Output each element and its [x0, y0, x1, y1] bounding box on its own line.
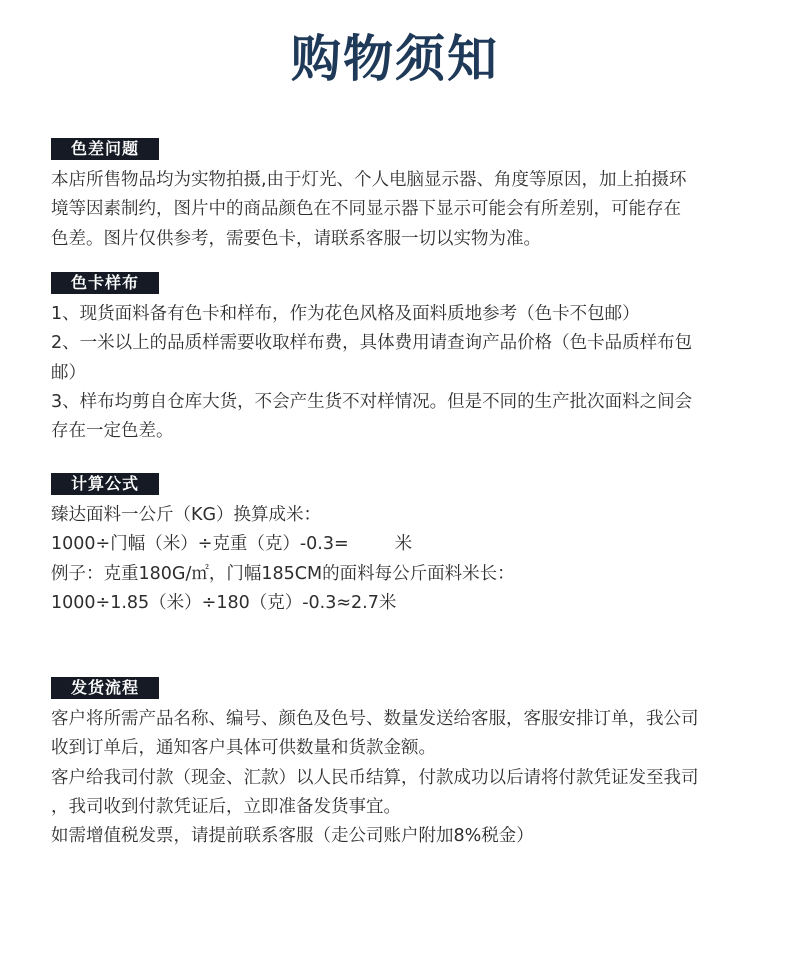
example-result: 1000÷1.85（米）÷180（克）-0.3≈2.7米 — [51, 592, 397, 613]
paragraph-line: 如需增值税发票，请提前联系客服（走公司账户附加8%税金） — [51, 826, 534, 847]
paragraph-line: 境等因素制约，图片中的商品颜色在不同显示器下显示可能会有所差别，可能存在 — [51, 199, 681, 220]
paragraph-line: 邮） — [51, 362, 86, 383]
paragraph-line: 2、一米以上的品质样需要收取样布费，具体费用请查询产品价格（色卡品质样布包 — [51, 333, 693, 354]
paragraph-line: 1、现货面料备有色卡和样布，作为花色风格及面料质地参考（色卡不包邮） — [51, 304, 640, 324]
paragraph-line: 本店所售物品均为实物拍摄,由于灯光、个人电脑显示器、角度等原因，加上拍摄环 — [51, 170, 687, 190]
section-color-difference — [51, 138, 751, 254]
paragraph-line: 收到订单后，通知客户具体可供数量和货款金额。 — [51, 738, 436, 759]
formula-heading: 臻达面料一公斤（KG）换算成米： — [51, 505, 322, 525]
paragraph-line: 色差。图片仅供参考，需要色卡，请联系客服一切以实物为准。 — [51, 228, 541, 249]
paragraph-line: ，我司收到付款凭证后，立即准备发货事宜。 — [51, 796, 401, 817]
section-label: 色差问题 — [51, 138, 159, 160]
section-calculation-formula — [51, 473, 751, 618]
section-shipping-process — [51, 677, 751, 851]
paragraph-line: 客户给我司付款（现金、汇款）以人民币结算，付款成功以后请将付款凭证发至我司 — [51, 767, 699, 788]
section-color-card-samples — [51, 272, 751, 446]
formula-unit: 米 — [394, 534, 413, 555]
section-label: 发货流程 — [51, 677, 159, 699]
section-label: 计算公式 — [51, 473, 159, 495]
section-label: 色卡样布 — [51, 272, 159, 294]
paragraph-line: 存在一定色差。 — [51, 421, 174, 442]
formula-expression: 1000÷门幅（米）÷克重（克）-0.3= — [51, 534, 349, 555]
page-title: 购物须知 — [291, 30, 499, 88]
paragraph-line: 客户将所需产品名称、编号、颜色及色号、数量发送给客服，客服安排订单，我公司 — [51, 709, 699, 729]
paragraph-line: 3、样布均剪自仓库大货，不会产生货不对样情况。但是不同的生产批次面料之间会 — [51, 391, 693, 412]
example-line: 例子：克重180G/㎡，门幅185CM的面料每公斤面料米长： — [51, 563, 515, 584]
formula-line — [51, 530, 751, 559]
